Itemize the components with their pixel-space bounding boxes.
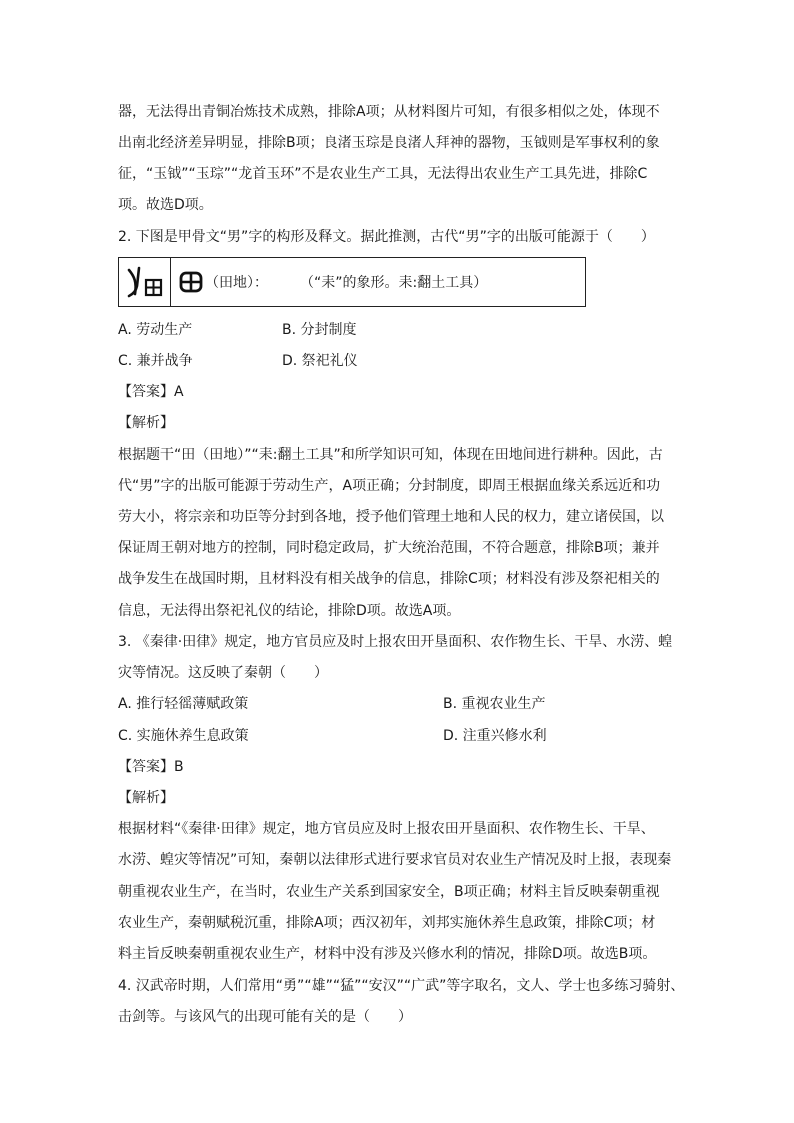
analysis-line: 水涝、蝗灾等情况”可知，秦朝以法律形式进行要求官员对农业生产情况及时上报，表现秦 bbox=[118, 852, 672, 868]
oracle-glyph-nan bbox=[119, 258, 171, 306]
oracle-glyph-tian bbox=[179, 271, 203, 293]
question-4-stem: 击剑等。与该风气的出现可能有关的是（ ） bbox=[118, 1009, 412, 1025]
analysis-line: 信息，无法得出祭祀礼仪的结论，排除D项。故选A项。 bbox=[118, 603, 461, 619]
option-b: B. 分封制度 bbox=[282, 322, 357, 338]
paragraph-line: 器，无法得出青铜冶炼技术成熟，排除A项；从材料图片可知，有很多相似之处，体现不 bbox=[118, 104, 660, 120]
option-b: B. 重视农业生产 bbox=[443, 696, 546, 712]
question-3-stem: 3. 《秦律·田律》规定，地方官员应及时上报农田开垦面积、农作物生长、干旱、水涝、蝗 bbox=[118, 634, 673, 650]
option-d: D. 注重兴修水利 bbox=[443, 728, 547, 744]
figure-gloss bbox=[171, 258, 585, 306]
option-d: D. 祭祀礼仪 bbox=[282, 353, 358, 369]
paragraph-line: 出南北经济差异明显，排除B项；良渚玉琮是良渚人拜神的器物，玉钺则是军事权利的象 bbox=[118, 135, 660, 151]
analysis-label: 【解析】 bbox=[118, 790, 174, 806]
analysis-line: 根据材料“《秦律·田律》规定，地方官员应及时上报农田开垦面积、农作物生长、干旱、 bbox=[118, 821, 655, 837]
gloss-lei: （“耒”的象形。耒:翻土工具） bbox=[300, 275, 488, 291]
answer-label: 【答案】A bbox=[118, 384, 184, 400]
analysis-line: 根据题干“田（田地）”“耒:翻土工具”和所学知识可知，体现在田地间进行耕种。因此，古 bbox=[118, 447, 663, 463]
option-c: C. 兼并战争 bbox=[118, 353, 193, 369]
paragraph-line: 征，“玉钺”“玉琮”“龙首玉环”不是农业生产工具，无法得出农业生产工具先进，排除C bbox=[118, 166, 648, 182]
analysis-line: 劳大小，将宗亲和功臣等分封到各地，授予他们管理土地和人民的权力，建立诸侯国，以 bbox=[118, 509, 664, 525]
answer-label: 【答案】B bbox=[118, 759, 184, 775]
analysis-line: 农业生产，秦朝赋税沉重，排除A项；西汉初年，刘邦实施休养生息政策，排除C项；材 bbox=[118, 915, 656, 931]
analysis-label: 【解析】 bbox=[118, 415, 174, 431]
paragraph-line: 项。故选D项。 bbox=[118, 197, 213, 213]
question-4-stem: 4. 汉武帝时期，人们常用“勇”“雄”“猛”“安汉”“广武”等字取名，文人、学士也多练习骑射、 bbox=[118, 978, 685, 994]
option-c: C. 实施休养生息政策 bbox=[118, 728, 249, 744]
question-2-stem: 2. 下图是甲骨文“男”字的构形及释文。据此推测，古代“男”字的出版可能源于（ ） bbox=[118, 229, 655, 245]
option-a: A. 劳动生产 bbox=[118, 322, 193, 338]
analysis-line: 料主旨反映秦朝重视农业生产，材料中没有涉及兴修水利的情况，排除D项。故选B项。 bbox=[118, 946, 657, 962]
analysis-line: 朝重视农业生产，在当时，农业生产关系到国家安全，B项正确；材料主旨反映秦朝重视 bbox=[118, 884, 660, 900]
question-3-stem: 灾等情况。这反映了秦朝（ ） bbox=[118, 665, 328, 681]
gloss-tian: （田地）： bbox=[205, 275, 268, 291]
analysis-line: 保证周王朝对地方的控制，同时稳定政局，扩大统治范围，不符合题意，排除B项；兼并 bbox=[118, 540, 660, 556]
analysis-line: 战争发生在战国时期，且材料没有相关战争的信息，排除C项；材料没有涉及祭祀相关的 bbox=[118, 571, 660, 587]
oracle-bone-figure bbox=[118, 257, 586, 307]
analysis-line: 代“男”字的出版可能源于劳动生产，A项正确；分封制度，即周王根据血缘关系远近和功 bbox=[118, 478, 661, 494]
option-a: A. 推行轻徭薄赋政策 bbox=[118, 696, 249, 712]
